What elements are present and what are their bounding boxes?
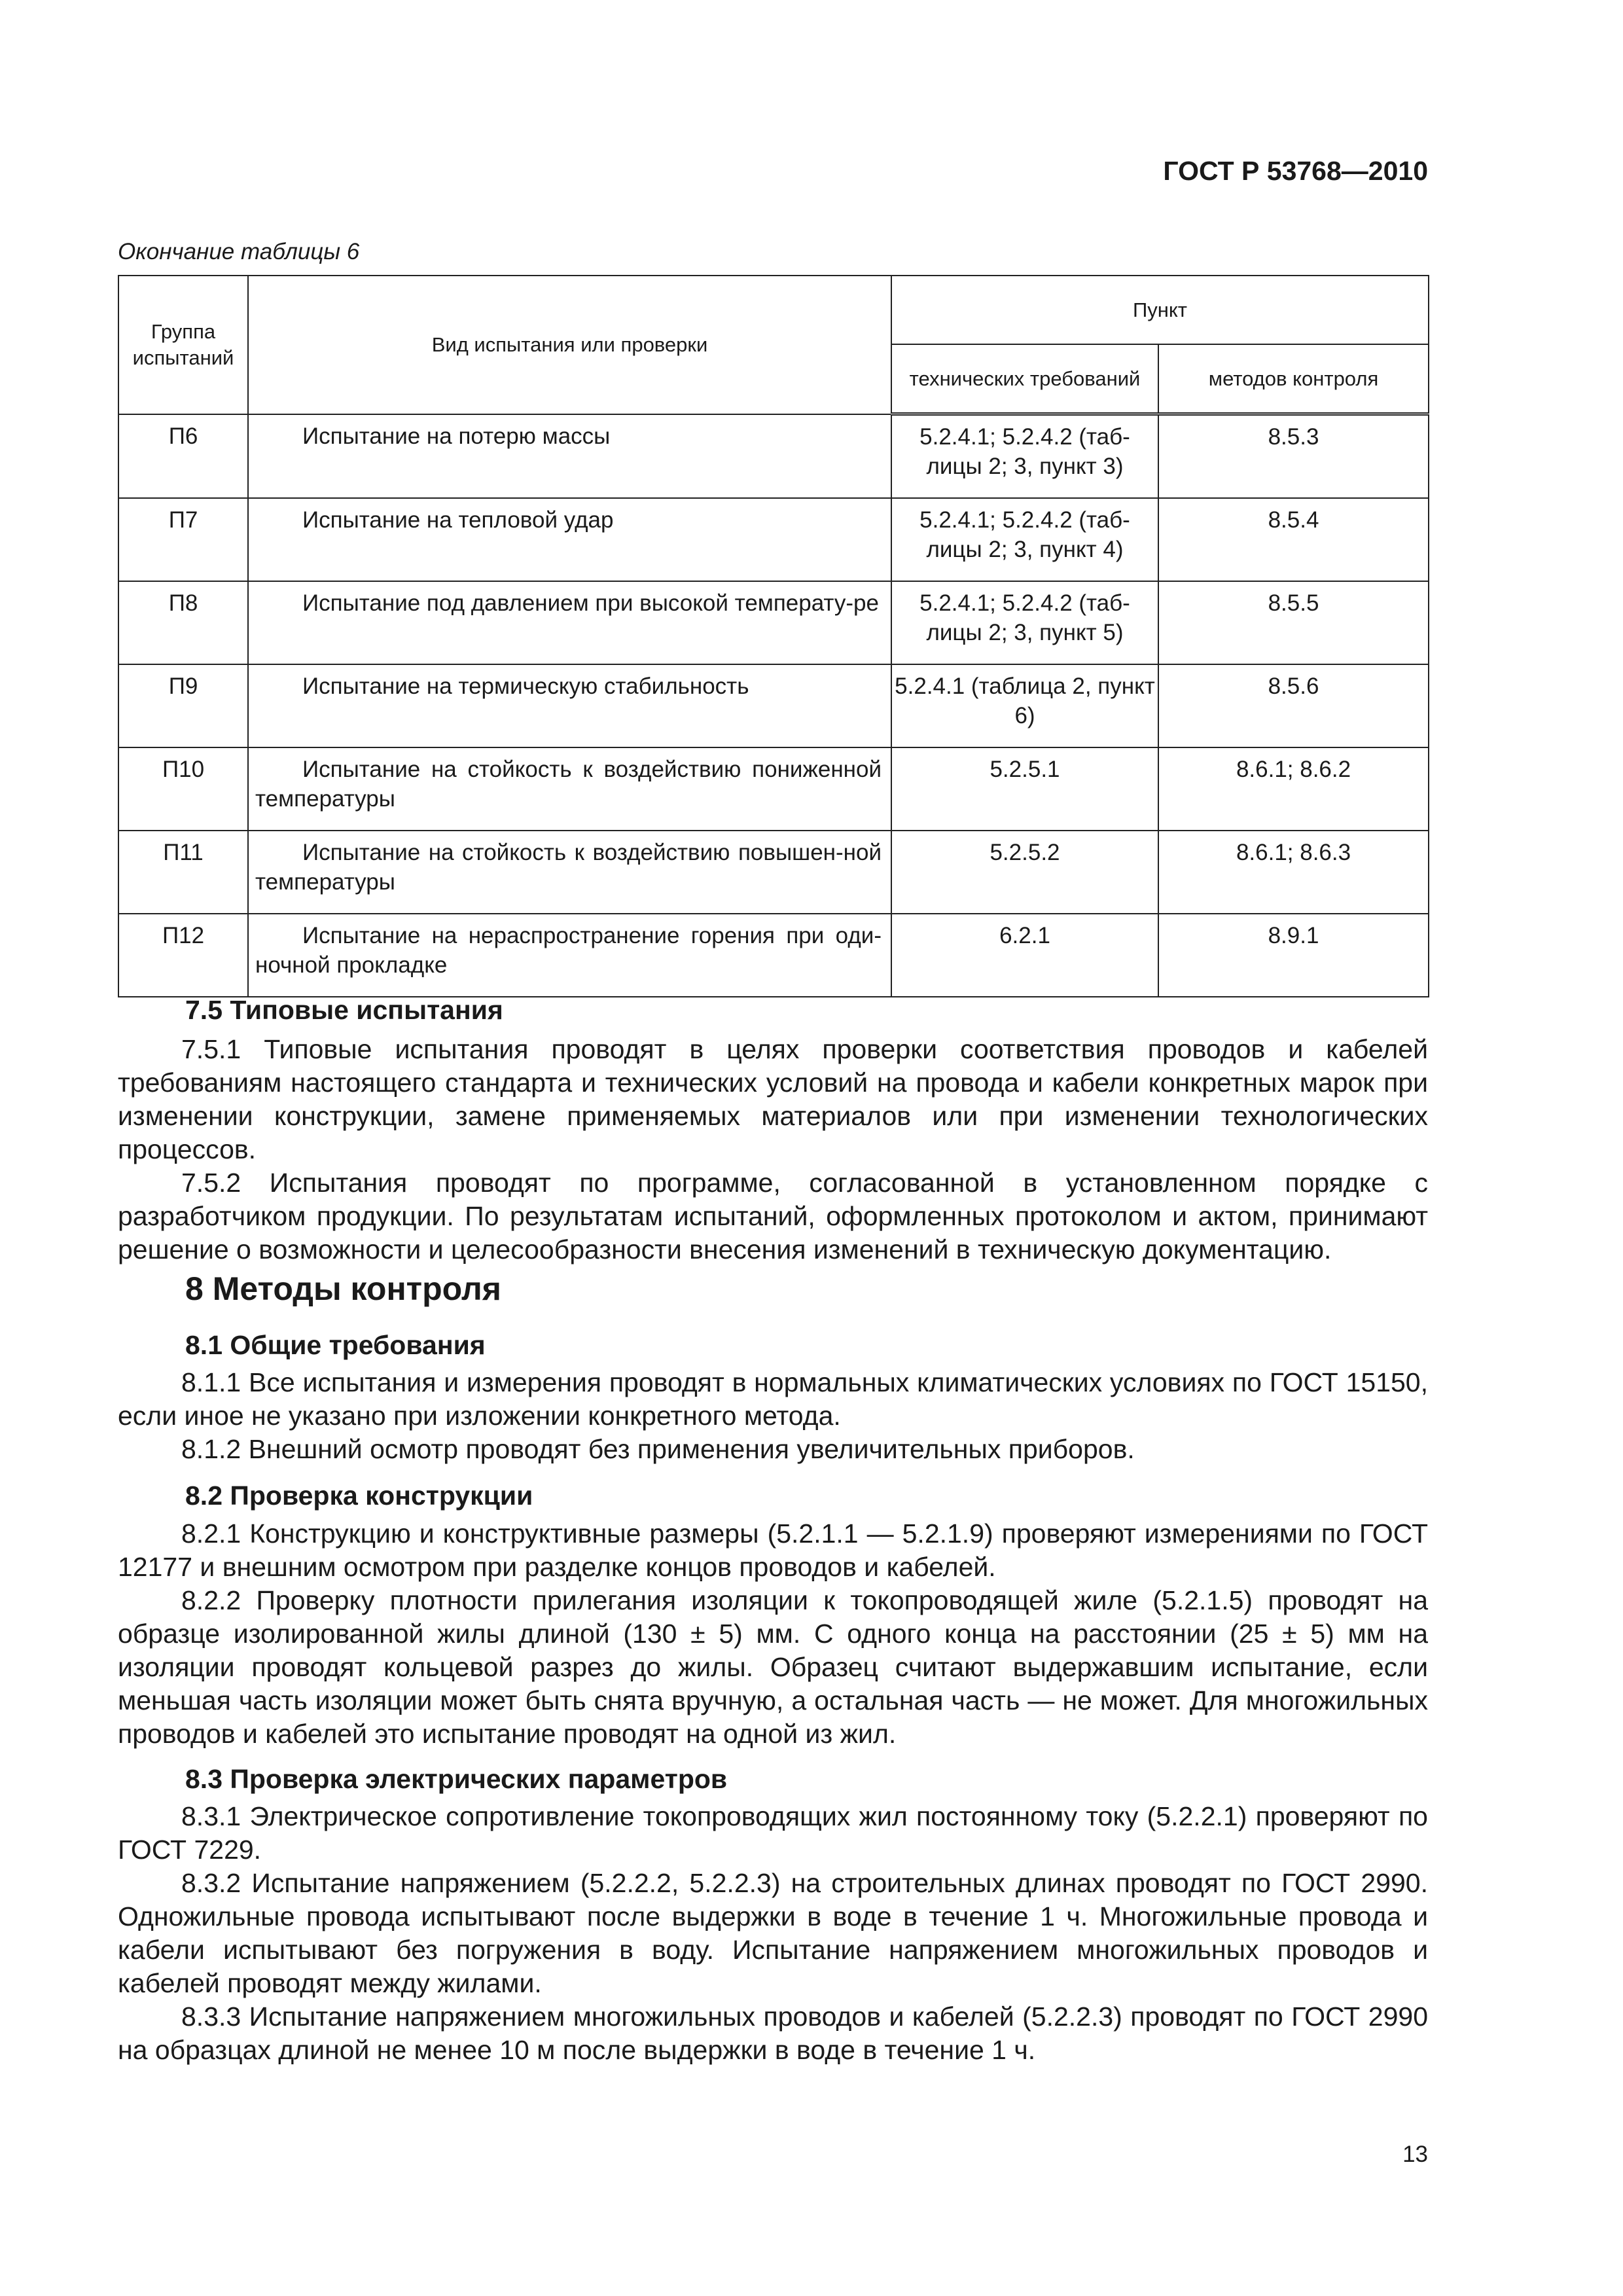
section-8-1-body xyxy=(118,1366,1428,1466)
row-methods: 8.5.6 xyxy=(1158,664,1429,747)
row-methods: 8.6.1; 8.6.3 xyxy=(1158,831,1429,914)
row-methods: 8.5.4 xyxy=(1158,498,1429,581)
row-tech: 5.2.5.1 xyxy=(891,747,1158,831)
table-row xyxy=(118,414,1429,499)
row-name: Испытание на термическую стабильность xyxy=(248,664,891,747)
row-methods: 8.5.5 xyxy=(1158,581,1429,664)
row-group: П12 xyxy=(118,914,248,997)
paragraph-7-5-1: 7.5.1 Типовые испытания проводят в целях проверки соответствия проводов и кабелей требованиям настоящего стандарта и технических условий на провода и кабели конкретных марок при изменении конструкции, замене применяемых материалов или при изменении технологических процессов. xyxy=(118,1034,1428,1164)
row-tech: 5.2.5.2 xyxy=(891,831,1158,914)
page-number: 13 xyxy=(1402,2142,1428,2167)
row-name: Испытание на нераспространение горения при оди-ночной прокладке xyxy=(248,914,891,997)
table-row xyxy=(118,914,1429,997)
paragraph-7-5-2: 7.5.2 Испытания проводят по программе, согласованной в установленном порядке с разработчиком продукции. По результатам испытаний, оформленных протоколом и актом, принимают решение о возможности и целесообразности внесения изменений в техническую документацию. xyxy=(118,1168,1428,1265)
section-8-2-body xyxy=(118,1517,1428,1751)
row-tech: 5.2.4.1; 5.2.4.2 (таб-лицы 2; 3, пункт 5) xyxy=(891,581,1158,664)
section-7-5-body xyxy=(118,1033,1428,1266)
section-heading-8-2: 8.2 Проверка конструкции xyxy=(185,1480,533,1511)
table-row xyxy=(118,498,1429,581)
header-group: Группа испытаний xyxy=(118,276,248,414)
header-clause: Пункт xyxy=(891,276,1429,344)
header-tech-requirements: технических требований xyxy=(891,344,1158,414)
paragraph-8-3-2: 8.3.2 Испытание напряжением (5.2.2.2, 5.2.2.3) на строительных длинах проводят по ГОСТ 2990. Одножильные провода испытывают после выдержки в воде в течение 1 ч. Многожильные провода и кабели испытывают без погружения в воду. Испытание напряжением многожильных проводов и кабелей проводят между жилами. xyxy=(118,1868,1428,1998)
paragraph-8-3-1: 8.3.1 Электрическое сопротивление токопроводящих жил постоянному току (5.2.2.1) проверяют по ГОСТ 7229. xyxy=(118,1801,1428,1865)
row-group: П6 xyxy=(118,414,248,499)
paragraph-8-2-2: 8.2.2 Проверку плотности прилегания изоляции к токопроводящей жиле (5.2.1.5) проводят на образце изолированной жилы длиной (130 ± 5) мм. С одного конца на расстоянии (25 ± 5) мм на изоляции проводят кольцевой разрез до жилы. Образец считают выдержавшим испытание, если меньшая часть изоляции может быть снята вручную, а остальная часть — не может. Для многожильных проводов и кабелей это испытание проводят на одной из жил. xyxy=(118,1585,1428,1749)
row-tech: 5.2.4.1; 5.2.4.2 (таб-лицы 2; 3, пункт 4) xyxy=(891,498,1158,581)
header-control-methods: методов контроля xyxy=(1158,344,1429,414)
row-group: П11 xyxy=(118,831,248,914)
table-row xyxy=(118,581,1429,664)
row-methods: 8.5.3 xyxy=(1158,414,1429,499)
row-name: Испытание на тепловой удар xyxy=(248,498,891,581)
row-tech: 5.2.4.1 (таблица 2, пункт 6) xyxy=(891,664,1158,747)
section-heading-8-3: 8.3 Проверка электрических параметров xyxy=(185,1764,728,1794)
row-methods: 8.6.1; 8.6.2 xyxy=(1158,747,1429,831)
tests-table xyxy=(118,275,1429,997)
row-group: П10 xyxy=(118,747,248,831)
row-name: Испытание на стойкость к воздействию повышен-ной температуры xyxy=(248,831,891,914)
row-name: Испытание на потерю массы xyxy=(248,414,891,499)
row-name: Испытание на стойкость к воздействию пониженной температуры xyxy=(248,747,891,831)
paragraph-8-1-1: 8.1.1 Все испытания и измерения проводят в нормальных климатических условиях по ГОСТ 15150, если иное не указано при изложении конкретного метода. xyxy=(118,1367,1428,1431)
table-row xyxy=(118,664,1429,747)
row-name: Испытание под давлением при высокой температу-ре xyxy=(248,581,891,664)
row-tech: 6.2.1 xyxy=(891,914,1158,997)
paragraph-8-2-1: 8.2.1 Конструкцию и конструктивные размеры (5.2.1.1 — 5.2.1.9) проверяют измерениями по ГОСТ 12177 и внешним осмотром при разделке концов проводов и кабелей. xyxy=(118,1518,1428,1582)
section-heading-8-1: 8.1 Общие требования xyxy=(185,1330,486,1360)
row-group: П9 xyxy=(118,664,248,747)
table-caption: Окончание таблицы 6 xyxy=(118,239,360,264)
document-standard-code: ГОСТ Р 53768—2010 xyxy=(1163,156,1428,186)
table-row xyxy=(118,747,1429,831)
row-methods: 8.9.1 xyxy=(1158,914,1429,997)
row-group: П8 xyxy=(118,581,248,664)
chapter-heading-8: 8 Методы контроля xyxy=(185,1270,501,1307)
paragraph-8-3-3: 8.3.3 Испытание напряжением многожильных проводов и кабелей (5.2.2.3) проводят по ГОСТ 2990 на образцах длиной не менее 10 м после выдержки в воде в течение 1 ч. xyxy=(118,2001,1428,2065)
header-kind: Вид испытания или проверки xyxy=(248,276,891,414)
section-8-3-body xyxy=(118,1800,1428,2067)
row-tech: 5.2.4.1; 5.2.4.2 (таб-лицы 2; 3, пункт 3) xyxy=(891,414,1158,499)
table-row xyxy=(118,831,1429,914)
row-group: П7 xyxy=(118,498,248,581)
paragraph-8-1-2: 8.1.2 Внешний осмотр проводят без применения увеличительных приборов. xyxy=(181,1434,1135,1464)
section-heading-7-5: 7.5 Типовые испытания xyxy=(185,995,503,1025)
